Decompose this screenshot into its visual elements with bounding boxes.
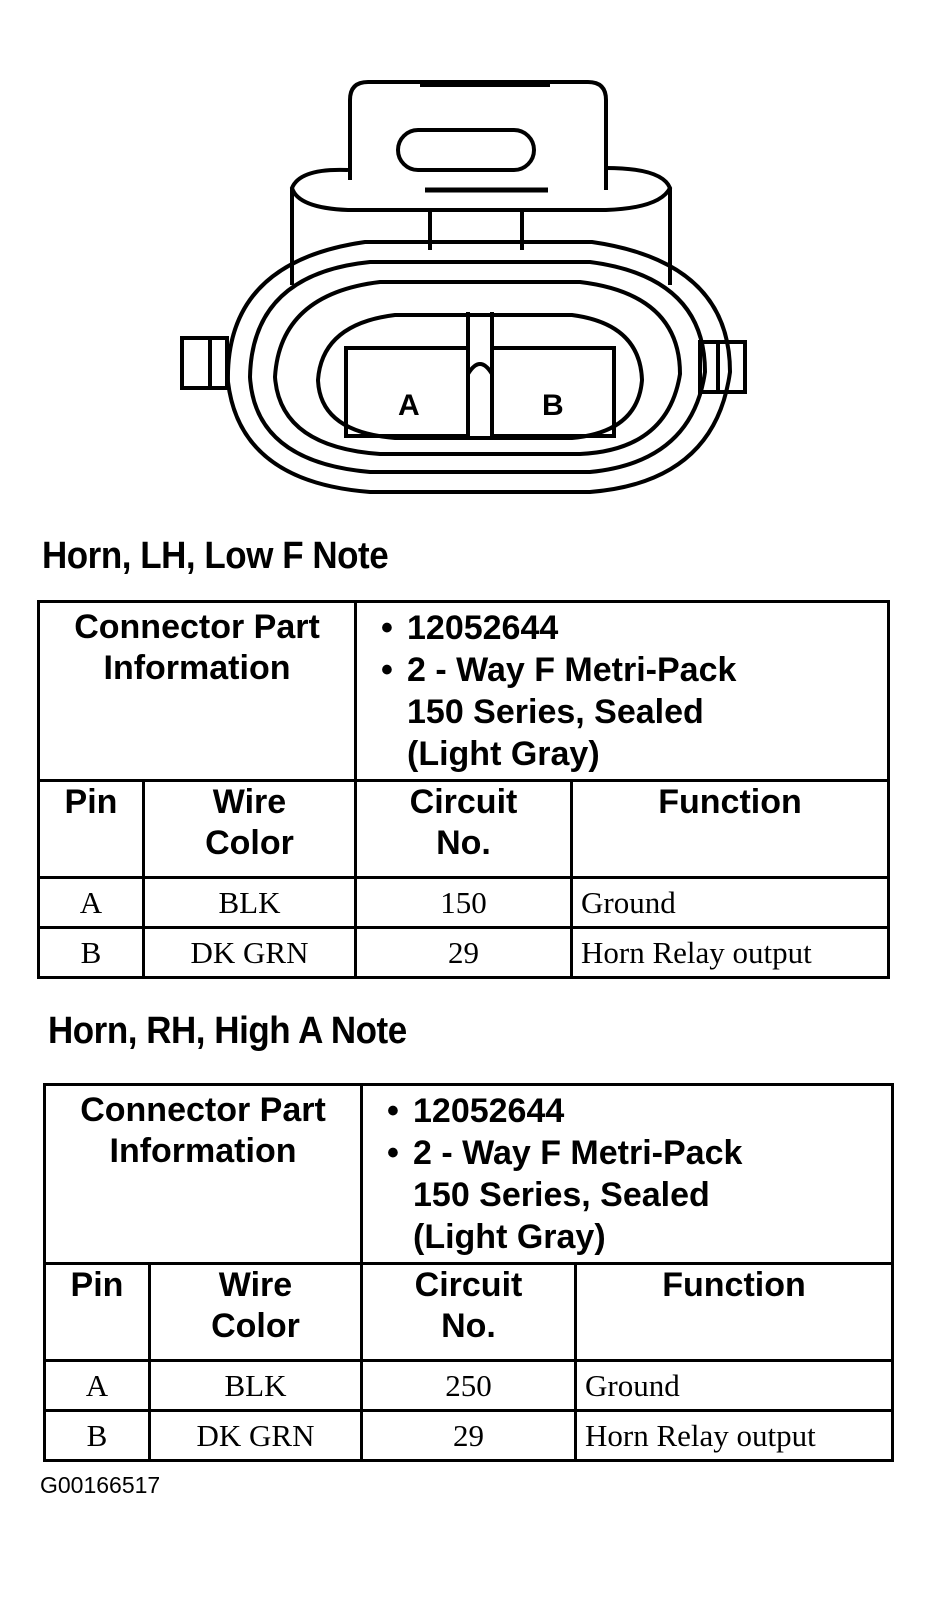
label-line: Information	[109, 1132, 297, 1170]
locking-tab	[350, 82, 606, 190]
wire-color-cell: BLK	[150, 1361, 362, 1411]
connector-part-info-label	[39, 602, 356, 781]
part-number: 12052644	[413, 1092, 565, 1130]
column-header-wire-color: Wire Color	[144, 781, 356, 878]
connector-part-info-value	[362, 1085, 893, 1264]
connector-color: (Light Gray)	[413, 1218, 606, 1256]
circuit-cell: 29	[356, 928, 572, 978]
circuit-cell: 150	[356, 878, 572, 928]
connector-color: (Light Gray)	[407, 735, 600, 773]
left-latch	[182, 338, 227, 388]
connector-table-rh-horn	[43, 1083, 894, 1462]
bullet-icon: •	[387, 1092, 399, 1130]
function-cell: Horn Relay output	[572, 928, 889, 978]
pin-cell: A	[39, 878, 144, 928]
column-header-circuit-no: Circuit No.	[362, 1264, 576, 1361]
connector-series: 150 Series, Sealed	[407, 693, 704, 731]
connector-series: 150 Series, Sealed	[413, 1176, 710, 1214]
connector-type: 2 - Way F Metri-Pack	[407, 651, 737, 689]
connector-part-info-value	[356, 602, 889, 781]
cavity-label-a: A	[398, 389, 420, 422]
column-header-circuit-no: Circuit No.	[356, 781, 572, 878]
table-row	[45, 1411, 893, 1461]
table-title-lh-horn: Horn, LH, Low F Note	[42, 535, 389, 577]
function-cell: Ground	[576, 1361, 893, 1411]
bullet-icon: •	[381, 609, 393, 647]
tab-slot	[398, 130, 534, 170]
table-row	[45, 1361, 893, 1411]
pin-cell: A	[45, 1361, 150, 1411]
part-number: 12052644	[407, 609, 559, 647]
center-key	[468, 312, 492, 436]
function-cell: Horn Relay output	[576, 1411, 893, 1461]
column-header-function: Function	[576, 1264, 893, 1361]
bullet-icon: •	[381, 651, 393, 689]
connector-part-info-label	[45, 1085, 362, 1264]
pin-cell: B	[45, 1411, 150, 1461]
label-line: Connector Part	[74, 608, 320, 646]
connector-face-diagram	[170, 70, 750, 500]
column-header-wire-color: Wire Color	[150, 1264, 362, 1361]
connector-table-lh-horn	[37, 600, 890, 979]
wire-color-cell: DK GRN	[150, 1411, 362, 1461]
connector-type: 2 - Way F Metri-Pack	[413, 1134, 743, 1172]
column-header-pin: Pin	[39, 781, 144, 878]
cavity-label-b: B	[542, 389, 564, 422]
table-row	[39, 878, 889, 928]
figure-id: G00166517	[40, 1472, 161, 1498]
table-title-rh-horn: Horn, RH, High A Note	[48, 1010, 407, 1052]
label-line: Information	[103, 649, 291, 687]
function-cell: Ground	[572, 878, 889, 928]
table-row	[39, 928, 889, 978]
circuit-cell: 250	[362, 1361, 576, 1411]
wire-color-cell: DK GRN	[144, 928, 356, 978]
pin-cell: B	[39, 928, 144, 978]
label-line: Connector Part	[80, 1091, 326, 1129]
circuit-cell: 29	[362, 1411, 576, 1461]
wire-color-cell: BLK	[144, 878, 356, 928]
column-header-function: Function	[572, 781, 889, 878]
cavity-outline	[318, 315, 642, 438]
column-header-pin: Pin	[45, 1264, 150, 1361]
bullet-icon: •	[387, 1134, 399, 1172]
